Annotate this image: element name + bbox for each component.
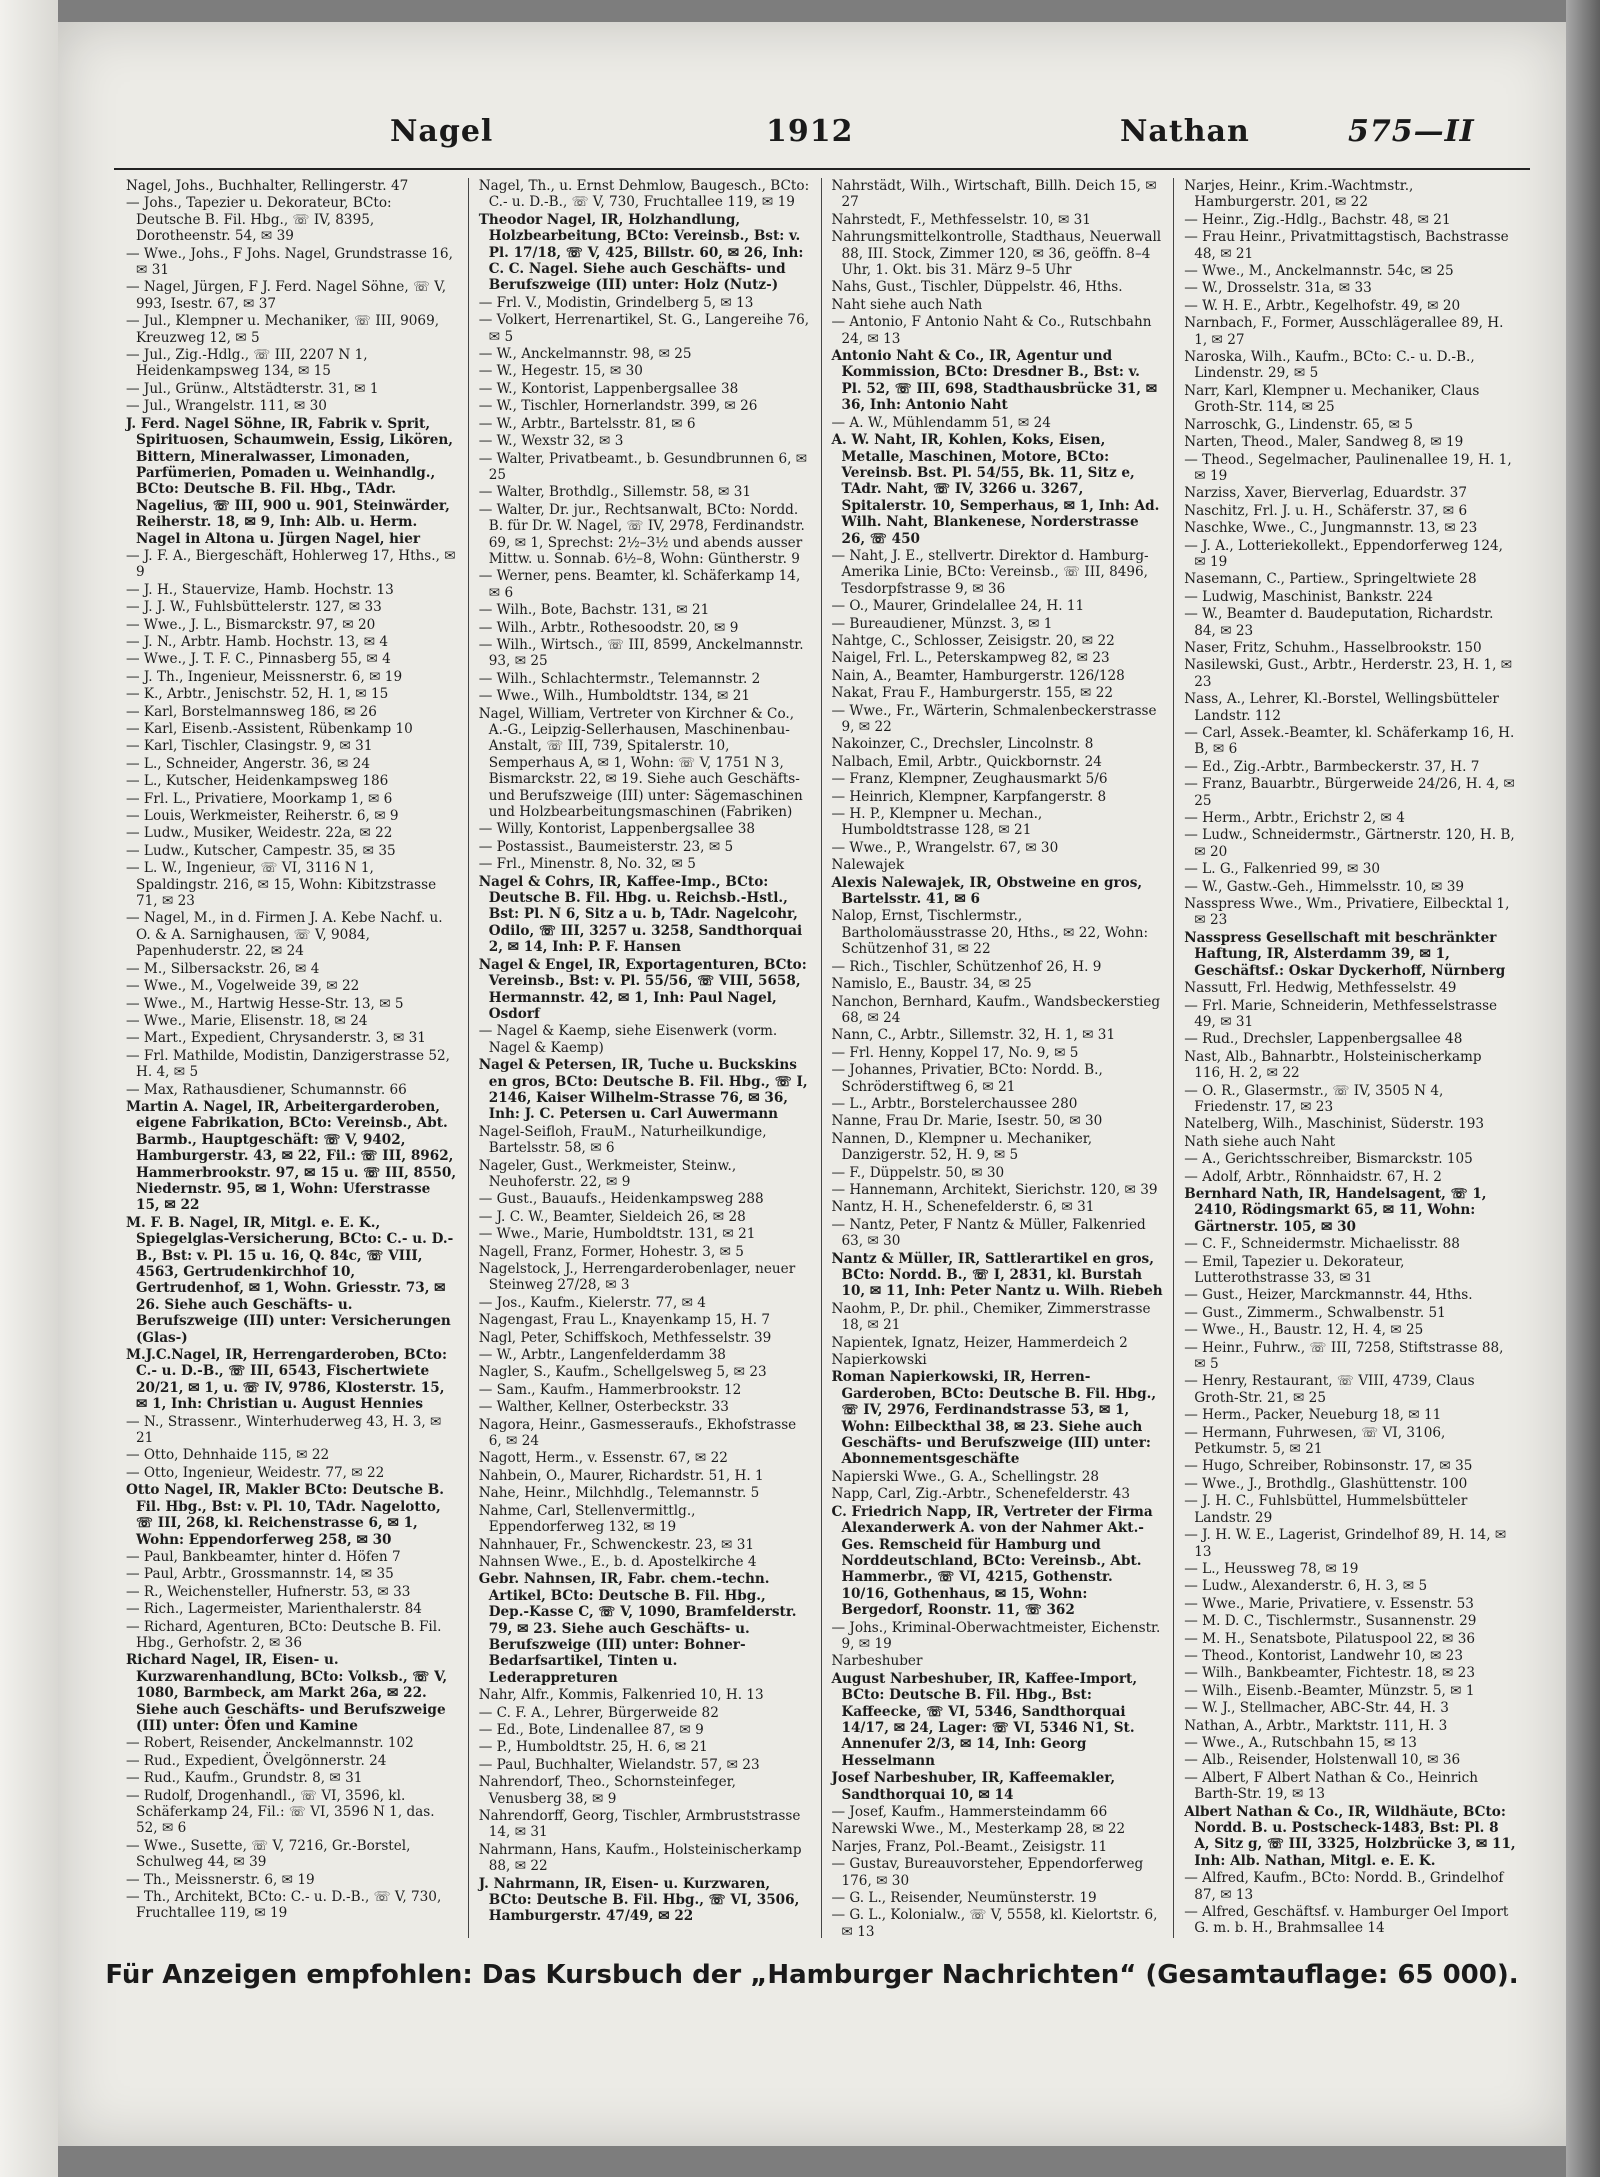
directory-entry: Nasspress Wwe., Wm., Privatiere, Eilbecktal 1, ✉ 23 — [1184, 896, 1510, 929]
directory-entry: Theodor Nagel, IR, Holzhandlung, Holzbearbeitung, BCto: Vereinsb., Bst: v. Pl. 17/18, ☏ V, 425, Billstr. 60, ✉ 26, Inh: C. C. Nagel. Siehe auch Geschäfts- und Berufszweige (III) unter: Holz (Nutz-) — [478, 211, 804, 294]
directory-entry: — J. H., Stauervize, Hamb. Hochstr. 13 — [126, 581, 394, 598]
directory-entry: — Herm., Arbtr., Erichstr 2, ✉ 4 — [1184, 810, 1405, 827]
directory-entry: — Wwe., J. L., Bismarckstr. 97, ✉ 20 — [126, 616, 376, 633]
directory-entry: Nahrstedt, F., Methfesselstr. 10, ✉ 31 — [831, 211, 1091, 228]
directory-entry: — N., Strassenr., Winterhuderweg 43, H. 3, ✉ 21 — [126, 1413, 442, 1447]
directory-entry: — Carl, Assek.-Beamter, kl. Schäferkamp 16, H. B, ✉ 6 — [1184, 725, 1515, 758]
directory-entry: Richard Nagel, IR, Eisen- u. Kurzwarenhandlung, BCto: Volksb., ☏ V, 1080, Barmbeck, am Markt 26a, ✉ 22. Siehe auch Geschäfts- und Berufszweige (III) unter: Öfen und Kamine — [126, 1652, 448, 1734]
directory-entry: Naigel, Frl. L., Peterskampweg 82, ✉ 23 — [831, 650, 1110, 667]
directory-entry: — Wwe., M., Vogelweide 39, ✉ 22 — [126, 978, 360, 995]
column-3 — [822, 178, 1175, 1938]
directory-entry: — Wwe., Johs., F Johs. Nagel, Grundstrasse 16, ✉ 31 — [126, 245, 453, 279]
directory-entry: — Rud., Expedient, Övelgönnerstr. 24 — [126, 1752, 387, 1769]
directory-entry: Albert Nathan & Co., IR, Wildhäute, BCto: Nordd. B. u. Postscheck-1483, Bst: Pl. 8 A, Sitz g, ☏ III, 3325, Holzbrücke 3, ✉ 11, Inh: Alb. Nathan, Mitgl. e. E. K. — [1184, 1803, 1516, 1869]
directory-entry: — Albert, F Albert Nathan & Co., Heinrich Barth-Str. 19, ✉ 13 — [1184, 1769, 1478, 1803]
directory-entry: Narjes, Heinr., Krim.-Wachtmstr., Hamburgerstr. 201, ✉ 22 — [1184, 178, 1414, 211]
directory-entry: Narjes, Franz, Pol.-Beamt., Zeisigstr. 11 — [831, 1838, 1108, 1855]
directory-entry: J. Nahrmann, IR, Eisen- u. Kurzwaren, BCto: Deutsche B. Fil. Hbg., ☏ VI, 3506, Hamburgerstr. 47/49, ✉ 22 — [478, 1875, 800, 1925]
directory-entry: Nasemann, C., Partiew., Springeltwiete 28 — [1184, 571, 1477, 588]
directory-entry: Nagel & Engel, IR, Exportagenturen, BCto: Vereinsb., Bst: v. Pl. 55/56, ☏ VIII, 5658, Hermannstr. 42, ✉ 1, Inh: Paul Nagel, Osdorf — [478, 956, 807, 1022]
directory-entry: — Jos., Kaufm., Kielerstr. 77, ✉ 4 — [478, 1294, 706, 1311]
directory-entry: — Ludw., Schneidermstr., Gärtnerstr. 120, H. B, ✉ 20 — [1184, 827, 1515, 860]
directory-entry: — Rudolf, Drogenhandl., ☏ VI, 3596, kl. Schäferkamp 24, Fil.: ☏ VI, 3596 N 1, das. 52, ✉ 6 — [126, 1787, 435, 1837]
directory-entry: — Jul., Zig.-Hdlg., ☏ III, 2207 N 1, Heidenkampsweg 134, ✉ 15 — [126, 347, 368, 380]
directory-entry: — Antonio, F Antonio Naht & Co., Rutschbahn 24, ✉ 13 — [831, 314, 1152, 347]
directory-entry: Alexis Nalewajek, IR, Obstweine en gros, Bartelsstr. 41, ✉ 6 — [831, 874, 1143, 908]
directory-entry: — K., Arbtr., Jenischstr. 52, H. 1, ✉ 15 — [126, 686, 389, 703]
directory-entry: — Wwe., M., Anckelmannstr. 54c, ✉ 25 — [1184, 263, 1454, 280]
directory-entry: Narnbach, F., Former, Ausschlägerallee 89, H. 1, ✉ 27 — [1184, 315, 1504, 348]
directory-entry: Nagl, Peter, Schiffskoch, Methfesselstr. 39 — [478, 1329, 772, 1346]
directory-entry: — Wwe., P., Wrangelstr. 67, ✉ 30 — [831, 839, 1059, 856]
directory-entry: Nagel & Petersen, IR, Tuche u. Buckskins en gros, BCto: Deutsche B. Fil. Hbg., ☏ I, 2146, Kaiser Wilhelm-Strasse 76, ✉ 36, Inh: J. C. Petersen u. Carl Auwermann — [478, 1057, 808, 1123]
directory-entry: Nahnsen Wwe., E., b. d. Apostelkirche 4 — [478, 1553, 757, 1570]
directory-entry: Nagengast, Frau L., Knayenkamp 15, H. 7 — [478, 1312, 771, 1329]
directory-entry: — Wilh., Bote, Bachstr. 131, ✉ 21 — [478, 602, 710, 619]
directory-entry: — Willy, Kontorist, Lappenbergsallee 38 — [478, 821, 756, 838]
directory-entry: — Jul., Grünw., Altstädterstr. 31, ✉ 1 — [126, 380, 379, 397]
directory-entry: — Paul, Bankbeamter, hinter d. Höfen 7 — [126, 1548, 401, 1565]
directory-entry: — Hugo, Schreiber, Robinsonstr. 17, ✉ 35 — [1184, 1458, 1473, 1475]
directory-entry: — Wwe., Susette, ☏ V, 7216, Gr.-Borstel, Schulweg 44, ✉ 39 — [126, 1837, 411, 1871]
directory-entry: — Frau Heinr., Privatmittagstisch, Bachstrasse 48, ✉ 21 — [1184, 229, 1509, 262]
directory-entry: Nagora, Heinr., Gasmesseraufs., Ekhofstrasse 6, ✉ 24 — [478, 1416, 797, 1450]
directory-entry: Nahe, Heinr., Milchhdlg., Telemannstr. 5 — [478, 1485, 760, 1502]
directory-entry: — Rich., Tischler, Schützenhof 26, H. 9 — [831, 958, 1102, 975]
directory-page — [58, 22, 1566, 2146]
directory-entry: Josef Narbeshuber, IR, Kaffeemakler, Sandthorquai 10, ✉ 14 — [831, 1770, 1116, 1803]
directory-entry: Narr, Karl, Klempner u. Mechaniker, Claus Groth-Str. 114, ✉ 25 — [1184, 382, 1480, 416]
directory-entry: Nahr, Alfr., Kommis, Falkenried 10, H. 13 — [478, 1687, 764, 1704]
directory-entry: Nantz & Müller, IR, Sattlerartikel en gros, BCto: Nordd. B., ☏ I, 2831, kl. Burstah 10, ✉ 11, Inh: Peter Nantz u. Wilh. Riebeh — [831, 1250, 1163, 1300]
directory-entry: — Max, Rathausdiener, Schumannstr. 66 — [126, 1081, 407, 1098]
column-4 — [1174, 178, 1526, 1938]
directory-entry: Nagel, Johs., Buchhalter, Rellingerstr. 47 — [126, 178, 409, 194]
directory-entry: Nalbach, Emil, Arbtr., Quickbornstr. 24 — [831, 753, 1102, 770]
directory-entry: Naroska, Wilh., Kaufm., BCto: C.- u. D.-B., Lindenstr. 29, ✉ 5 — [1184, 349, 1475, 382]
directory-entry: — Franz, Klempner, Zeughausmarkt 5/6 — [831, 771, 1108, 788]
directory-entry: — Heinrich, Klempner, Karpfangerstr. 8 — [831, 788, 1107, 805]
directory-entry: — Theod., Kontorist, Landwehr 10, ✉ 23 — [1184, 1647, 1463, 1664]
directory-entry: — C. F. A., Lehrer, Bürgerweide 82 — [478, 1704, 719, 1721]
directory-entry: Naser, Fritz, Schuhm., Hasselbrookstr. 150 — [1184, 639, 1482, 656]
directory-entry: — Ludw., Alexanderstr. 6, H. 3, ✉ 5 — [1184, 1578, 1428, 1595]
directory-entry: Nalop, Ernst, Tischlermstr., Bartholomäusstrasse 20, Hths., ✉ 22, Wohn: Schützenhof 31, ✉ 22 — [831, 908, 1149, 958]
directory-entry: — Otto, Dehnhaide 115, ✉ 22 — [126, 1447, 330, 1464]
directory-entry: — Rich., Lagermeister, Marienthalerstr. 84 — [126, 1601, 422, 1618]
directory-entry: — Johs., Kriminal-Oberwachtmeister, Eichenstr. 9, ✉ 19 — [831, 1619, 1161, 1652]
directory-entry: — W., Arbtr., Langenfelderdamm 38 — [478, 1347, 726, 1364]
directory-entry: Nageler, Gust., Werkmeister, Steinw., Neuhoferstr. 22, ✉ 9 — [478, 1157, 737, 1190]
directory-entry: — Paul, Buchhalter, Wielandstr. 57, ✉ 23 — [478, 1756, 760, 1773]
directory-entry: Napp, Carl, Zig.-Arbtr., Schenefelderstr. 43 — [831, 1486, 1130, 1503]
directory-entry: — Theod., Segelmacher, Paulinenallee 19, H. 1, ✉ 19 — [1184, 451, 1512, 484]
directory-entry: — Karl, Eisenb.-Assistent, Rübenkamp 10 — [126, 721, 413, 737]
directory-entry: Narziss, Xaver, Bierverlag, Eduardstr. 37 — [1184, 485, 1467, 502]
directory-entry: — M., Silbersackstr. 26, ✉ 4 — [126, 960, 320, 977]
directory-entry: Nagel-Seifloh, FrauM., Naturheilkundige, Bartelsstr. 58, ✉ 6 — [478, 1123, 767, 1157]
directory-entry: — Gust., Zimmerm., Schwalbenstr. 51 — [1184, 1304, 1446, 1321]
directory-entry: Nahme, Carl, Stellenvermittlg., Eppendorferweg 132, ✉ 19 — [478, 1502, 696, 1536]
directory-entry: — W., Drosselstr. 31a, ✉ 33 — [1184, 280, 1372, 297]
directory-entry: Naht siehe auch Nath — [831, 296, 983, 313]
directory-entry: — L., Arbtr., Borstelerchaussee 280 — [831, 1095, 1078, 1112]
directory-entry: Nahrendorf, Theo., Schornsteinfeger, Venusberg 38, ✉ 9 — [478, 1774, 737, 1807]
directory-entry: — L., Schneider, Angerstr. 36, ✉ 24 — [126, 755, 370, 772]
directory-entry: — Naht, J. E., stellvertr. Direktor d. Hamburg-Amerika Linie, BCto: Vereinsb., ☏ III, 8496, Tesdorpfstrasse 9, ✉ 36 — [831, 547, 1149, 597]
directory-entry: — W. H. E., Arbtr., Kegelhofstr. 49, ✉ 20 — [1184, 297, 1461, 314]
directory-entry: — Karl, Tischler, Clasingstr. 9, ✉ 31 — [126, 738, 373, 755]
directory-entry: — G. L., Kolonialw., ☏ V, 5558, kl. Kielortstr. 6, ✉ 13 — [831, 1907, 1158, 1938]
directory-entry: Nass, A., Lehrer, Kl.-Borstel, Wellingsbütteler Landstr. 112 — [1184, 691, 1499, 724]
directory-entry: Nahrendorff, Georg, Tischler, Armbruststrasse 14, ✉ 31 — [478, 1808, 801, 1841]
directory-entry: — Wwe., H., Baustr. 12, H. 4, ✉ 25 — [1184, 1322, 1424, 1339]
directory-entry: — Wilh., Schlachtermstr., Telemannstr. 2 — [478, 670, 761, 687]
directory-entry: — W., Beamter d. Baudeputation, Richardstr. 84, ✉ 23 — [1184, 606, 1494, 639]
directory-entry: — W., Tischler, Hornerlandstr. 399, ✉ 26 — [478, 398, 758, 415]
directory-entry: — Alfred, Kaufm., BCto: Nordd. B., Grindelhof 87, ✉ 13 — [1184, 1870, 1504, 1903]
directory-entry: Nahnhauer, Fr., Schwenckestr. 23, ✉ 31 — [478, 1536, 755, 1553]
directory-entry: — Hermann, Fuhrwesen, ☏ VI, 3106, Petkumstr. 5, ✉ 21 — [1184, 1424, 1446, 1458]
directory-entry: — Franz, Bauarbtr., Bürgerweide 24/26, H. 4, ✉ 25 — [1184, 776, 1515, 809]
directory-entry: Nagler, S., Kaufm., Schellgelsweg 5, ✉ 23 — [478, 1364, 767, 1381]
directory-entry: Nagelstock, J., Herrengarderobenlager, neuer Steinweg 27/28, ✉ 3 — [478, 1261, 796, 1294]
directory-entry: — M. D. C., Tischlermstr., Susannenstr. 29 — [1184, 1613, 1477, 1630]
directory-entry: — Frl. Henny, Koppel 17, No. 9, ✉ 5 — [831, 1044, 1079, 1061]
directory-entry: Nast, Alb., Bahnarbtr., Holsteinischerkamp 116, H. 2, ✉ 22 — [1184, 1048, 1482, 1082]
directory-entry: Nalewajek — [831, 857, 905, 874]
directory-entry: — L., Kutscher, Heidenkampsweg 186 — [126, 773, 389, 790]
directory-entry: M. F. B. Nagel, IR, Mitgl. e. E. K., Spiegelglas-Versicherung, BCto: C.- u. D.-B., Bst: v. Pl. 15 u. 16, Q. 84c, ☏ VIII, 4563, Gertrudenkirchhof 10, Gertrudenhof, ✉ 1, Wohn. Griesstr. 73, ✉ 26. Siehe auch Geschäfts- u. Berufszweige (III) unter: Versicherungen (Glas-) — [126, 1214, 454, 1346]
directory-entry: — J. F. A., Biergeschäft, Hohlerweg 17, Hths., ✉ 9 — [126, 547, 456, 581]
directory-entry: — Wilh., Bankbeamter, Fichtestr. 18, ✉ 23 — [1184, 1665, 1475, 1682]
directory-entry: Napierkowski — [831, 1352, 927, 1369]
directory-entry: — Wwe., Fr., Wärterin, Schmalenbeckerstrasse 9, ✉ 22 — [831, 702, 1157, 735]
directory-entry: — Heinr., Fuhrw., ☏ III, 7258, Stiftstrasse 88, ✉ 5 — [1184, 1339, 1504, 1373]
directory-entry: Antonio Naht & Co., IR, Agentur und Kommission, BCto: Dresdner B., Bst: v. Pl. 52, ☏ III, 698, Stadthausbrücke 31, ✉ 36, Inh: Antonio Naht — [831, 348, 1158, 414]
header-rule — [114, 168, 1530, 170]
directory-entry: — Gust., Bauaufs., Heidenkampsweg 288 — [478, 1191, 764, 1208]
directory-entry: Nanchon, Bernhard, Kaufm., Wandsbeckerstieg 68, ✉ 24 — [831, 993, 1161, 1026]
directory-entry: — Wwe., A., Rutschbahn 15, ✉ 13 — [1184, 1734, 1417, 1751]
header-year: 1912 — [766, 114, 854, 149]
directory-entry: — Ed., Zig.-Arbtr., Barmbeckerstr. 37, H. 7 — [1184, 758, 1480, 775]
directory-entry: — W., Kontorist, Lappenbergsallee 38 — [478, 380, 739, 397]
directory-entry: — Hannemann, Architekt, Sierichstr. 120, ✉ 39 — [831, 1181, 1158, 1198]
directory-entry: Roman Napierkowski, IR, Herren-Garderoben, BCto: Deutsche B. Fil. Hbg., ☏ IV, 2976, Ferdinandstrasse 53, ✉ 1, Wohn: Eilbeckthal 38, ✉ 23. Siehe auch Geschäfts- und Berufszweige (III) unter: Abonnementsgeschäfte — [831, 1369, 1157, 1468]
directory-entry: Gebr. Nahnsen, IR, Fabr. chem.-techn. Artikel, BCto: Deutsche B. Fil. Hbg., Dep.-Kasse C, ☏ V, 1090, Bramfelderstr. 79, ✉ 23. Siehe auch Geschäfts- u. Berufszweige (III) unter: Bohner-Bedarfsartikel, Tinten u. Lederappreturen — [478, 1571, 797, 1686]
directory-entry: — Jul., Klempner u. Mechaniker, ☏ III, 9069, Kreuzweg 12, ✉ 5 — [126, 313, 440, 346]
directory-entry: — Wwe., M., Hartwig Hesse-Str. 13, ✉ 5 — [126, 995, 404, 1012]
directory-entry: — Jul., Wrangelstr. 111, ✉ 30 — [126, 398, 327, 415]
directory-entry: — Wwe., J., Brothdlg., Glashüttenstr. 100 — [1184, 1475, 1468, 1492]
directory-entry: — P., Humboldtstr. 25, H. 6, ✉ 21 — [478, 1739, 708, 1756]
directory-entry: Natelberg, Wilh., Maschinist, Süderstr. 193 — [1184, 1116, 1485, 1133]
directory-entry: Nahtge, C., Schlosser, Zeisigstr. 20, ✉ 22 — [831, 632, 1115, 649]
directory-entry: — J. J. W., Fuhlsbüttelerstr. 127, ✉ 33 — [126, 599, 382, 616]
directory-entry: — C. F., Schneidermstr. Michaelisstr. 88 — [1184, 1236, 1460, 1253]
directory-entry: — Wwe., Marie, Elisenstr. 18, ✉ 24 — [126, 1012, 368, 1029]
directory-entry: — Sam., Kaufm., Hammerbrookstr. 12 — [478, 1381, 742, 1398]
directory-entry: — F., Düppelstr. 50, ✉ 30 — [831, 1164, 1005, 1181]
directory-entry: — L. G., Falkenried 99, ✉ 30 — [1184, 861, 1381, 878]
directory-entry: Nantz, H. H., Schenefelderstr. 6, ✉ 31 — [831, 1199, 1095, 1216]
directory-entry: — Volkert, Herrenartikel, St. G., Langereihe 76, ✉ 5 — [478, 312, 810, 345]
directory-entry: — L., Heussweg 78, ✉ 19 — [1184, 1560, 1359, 1577]
directory-entry: Nagel, William, Vertreter von Kirchner & Co., A.-G., Leipzig-Sellerhausen, Maschinenbau-Anstalt, ☏ III, 739, Spitalerstr. 10, Semperhaus A, ✉ 1, Wohn: ☏ V, 1751 N 3, Bismarckstr. 22, ✉ 19. Siehe auch Geschäfts- und Berufszweige (III) unter: Sägemaschinen und Holzbearbeitungsmaschinen (Fabriken) — [478, 705, 803, 821]
directory-entry: — O., Maurer, Grindelallee 24, H. 11 — [831, 598, 1085, 615]
directory-entry: August Narbeshuber, IR, Kaffee-Import, BCto: Deutsche B. Fil. Hbg., Bst: Kaffeecke, ☏ VI, 5346, Sandthorquai 14/17, ✉ 24, Lager: ☏ VI, 5346 N1, St. Annenufer 2/3, ✉ 14, Inh: Georg Hesselmann — [831, 1670, 1138, 1769]
directory-entry: Nann, C., Arbtr., Sillemstr. 32, H. 1, ✉ 31 — [831, 1027, 1116, 1044]
directory-entry: M.J.C.Nagel, IR, Herrengarderoben, BCto: C.- u. D.-B., ☏ III, 6543, Fischertwiete 20/21, ✉ 1, u. ☏ IV, 9786, Klosterstr. 15, ✉ 1, Inh: Christian u. August Hennies — [126, 1347, 447, 1413]
directory-entry: — Otto, Ingenieur, Weidestr. 77, ✉ 22 — [126, 1464, 385, 1481]
directory-entry: — Louis, Werkmeister, Reiherstr. 6, ✉ 9 — [126, 808, 399, 825]
directory-entry: — Frl. L., Privatiere, Moorkamp 1, ✉ 6 — [126, 790, 393, 807]
directory-entry: — W., Anckelmannstr. 98, ✉ 25 — [478, 346, 692, 363]
directory-entry: Nassutt, Frl. Hedwig, Methfesselstr. 49 — [1184, 980, 1457, 997]
advertisement-footer: Für Anzeigen empfohlen: Das Kursbuch der „Hamburger Nachrichten“ (Gesamtauflage: 65 000). — [105, 1960, 1519, 1990]
directory-entry: — Werner, pens. Beamter, kl. Schäferkamp 14, ✉ 6 — [478, 568, 801, 601]
directory-entry: Otto Nagel, IR, Makler BCto: Deutsche B. Fil. Hbg., Bst: v. Pl. 10, TAdr. Nagelotto, ☏ III, 268, kl. Reichenstrasse 6, ✉ 1, Wohn: Eppendorferweg 258, ✉ 30 — [126, 1482, 444, 1548]
directory-entry: — Frl. Mathilde, Modistin, Danzigerstrasse 52, H. 4, ✉ 5 — [126, 1047, 450, 1081]
directory-entry: — J. N., Arbtr. Hamb. Hochstr. 13, ✉ 4 — [126, 633, 389, 650]
directory-entry: — Henry, Restaurant, ☏ VIII, 4739, Claus Groth-Str. 21, ✉ 25 — [1184, 1373, 1475, 1406]
scan-right-margin — [1566, 0, 1600, 2177]
directory-entry: — A. W., Mühlendamm 51, ✉ 24 — [831, 414, 1051, 431]
directory-entry: — Herm., Packer, Neueburg 18, ✉ 11 — [1184, 1407, 1442, 1424]
directory-entry: — Wwe., Marie, Humboldtstr. 131, ✉ 21 — [478, 1226, 756, 1243]
directory-entry: Nahrungsmittelkontrolle, Stadthaus, Neuerwall 88, III. Stock, Zimmer 120, ✉ 36, geöffn. 8–4 Uhr, 1. Okt. bis 31. März 9–5 Uhr — [831, 229, 1162, 279]
directory-entry: — Alfred, Geschäftsf. v. Hamburger Oel Import G. m. b. H., Brahmsallee 14 — [1184, 1904, 1509, 1937]
directory-entry: — Walter, Privatbeamt., b. Gesundbrunnen 6, ✉ 25 — [478, 450, 808, 483]
directory-entry: — R., Weichensteller, Hufnerstr. 53, ✉ 33 — [126, 1583, 411, 1600]
directory-entry: — Th., Meissnerstr. 6, ✉ 19 — [126, 1871, 315, 1888]
directory-entry: Nagel, Th., u. Ernst Dehmlow, Baugesch., BCto: C.- u. D.-B., ☏ V, 730, Fruchtallee 119, ✉ 19 — [478, 178, 810, 211]
directory-entry: — Walter, Brothdlg., Sillemstr. 58, ✉ 31 — [478, 484, 751, 501]
page-header — [58, 114, 1566, 160]
directory-entry: — Heinr., Zig.-Hdlg., Bachstr. 48, ✉ 21 — [1184, 211, 1451, 228]
directory-entry: A. W. Naht, IR, Kohlen, Koks, Eisen, Metalle, Maschinen, Motore, BCto: Vereinsb. Bst. Pl. 54/55, Bk. 11, Sitz e, TAdr. Naht, ☏ IV, 3266 u. 3267, Spitalerstr. 10, Semperhaus, ✉ 1, Inh: Ad. Wilh. Naht, Blankenese, Norderstrasse 26, ☏ 450 — [831, 432, 1160, 547]
directory-entry: Napientek, Ignatz, Heizer, Hammerdeich 2 — [831, 1334, 1128, 1351]
directory-entry: Narten, Theod., Maler, Sandweg 8, ✉ 19 — [1184, 434, 1464, 451]
directory-entry: — Gustav, Bureauvorsteher, Eppendorferweg 176, ✉ 30 — [831, 1856, 1144, 1889]
directory-entry: — Nagel, Jürgen, F J. Ferd. Nagel Söhne, ☏ V, 993, Isestr. 67, ✉ 37 — [126, 279, 447, 312]
directory-entry: — Johs., Tapezier u. Dekorateur, BCto: Deutsche B. Fil. Hbg., ☏ IV, 8395, Dorotheenstr. 54, ✉ 39 — [126, 195, 392, 245]
directory-entry: — O. R., Glasermstr., ☏ IV, 3505 N 4, Friedenstr. 17, ✉ 23 — [1184, 1082, 1444, 1115]
directory-entry: — Postassist., Baumeisterstr. 23, ✉ 5 — [478, 838, 734, 855]
directory-entry: — Ludw., Musiker, Weidestr. 22a, ✉ 22 — [126, 825, 393, 842]
directory-entry: — W., Hegestr. 15, ✉ 30 — [478, 363, 643, 380]
directory-entry: — Alb., Reisender, Holstenwall 10, ✉ 36 — [1184, 1752, 1461, 1769]
directory-entry: — Robert, Reisender, Anckelmannstr. 102 — [126, 1735, 414, 1752]
directory-entry: — L. W., Ingenieur, ☏ VI, 3116 N 1, Spaldingstr. 216, ✉ 15, Wohn: Kibitzstrasse 71, ✉ 23 — [126, 860, 437, 910]
directory-entry: Narroschk, G., Lindenstr. 65, ✉ 5 — [1184, 416, 1414, 433]
directory-entry: — Walther, Kellner, Osterbeckstr. 33 — [478, 1399, 729, 1416]
directory-entry: — Nantz, Peter, F Nantz & Müller, Falkenried 63, ✉ 30 — [831, 1216, 1146, 1250]
header-right-keyword: Nathan — [1120, 114, 1250, 149]
directory-entry: J. Ferd. Nagel Söhne, IR, Fabrik v. Sprit, Spirituosen, Schaumwein, Essig, Likören, Bittern, Mineralwasser, Limonaden, Parfümerien, Pomaden u. Weinhandlg., BCto: Deutsche B. Fil. Hbg., TAdr. Nagelius, ☏ III, 900 u. 901, Steinwärder, Reiherstr. 18, ✉ 9, Inh: Alb. u. Herm. Nagel in Altona u. Jürgen Nagel, hier — [126, 415, 454, 547]
directory-entry: — Gust., Heizer, Marckmannstr. 44, Hths. — [1184, 1287, 1473, 1304]
directory-entry: — Frl. V., Modistin, Grindelberg 5, ✉ 13 — [478, 294, 754, 311]
directory-entry: — Wilh., Wirtsch., ☏ III, 8599, Anckelmannstr. 93, ✉ 25 — [478, 636, 804, 670]
directory-entry: — Ludw., Kutscher, Campestr. 35, ✉ 35 — [126, 842, 396, 859]
directory-entry: Nathan, A., Arbtr., Marktstr. 111, H. 3 — [1184, 1717, 1448, 1734]
directory-columns — [116, 178, 1526, 1938]
directory-entry: — Frl., Minenstr. 8, No. 32, ✉ 5 — [478, 856, 696, 873]
column-2 — [469, 178, 822, 1938]
directory-entry: — Frl. Marie, Schneiderin, Methfesselstrasse 49, ✉ 31 — [1184, 997, 1498, 1030]
directory-entry: — Johannes, Privatier, BCto: Nordd. B., Schröderstiftweg 6, ✉ 21 — [831, 1062, 1103, 1095]
directory-entry: — Walter, Dr. jur., Rechtsanwalt, BCto: Nordd. B. für Dr. W. Nagel, ☏ IV, 2978, Ferdinandstr. 69, ✉ 1, Sprechst: 2½–3½ und abends ausser Mittw. u. Sonnab. 6½–8, Wohn: Güntherstr. 9 — [478, 501, 805, 567]
directory-entry: — Wwe., Wilh., Humboldtstr. 134, ✉ 21 — [478, 688, 751, 705]
directory-entry: — Richard, Agenturen, BCto: Deutsche B. Fil. Hbg., Gerhofstr. 2, ✉ 36 — [126, 1618, 442, 1651]
directory-entry: — M. H., Senatsbote, Pilatuspool 22, ✉ 36 — [1184, 1630, 1476, 1647]
directory-entry: Nakat, Frau F., Hamburgerstr. 155, ✉ 22 — [831, 685, 1114, 702]
directory-entry: — H. P., Klempner u. Mechan., Humboldtstrasse 128, ✉ 21 — [831, 806, 1043, 839]
directory-entry: Nahrstädt, Wilh., Wirtschaft, Billh. Deich 15, ✉ 27 — [831, 178, 1157, 211]
directory-entry: Nahrmann, Hans, Kaufm., Holsteinischerkamp 88, ✉ 22 — [478, 1841, 802, 1875]
directory-entry: — Paul, Arbtr., Grossmannstr. 14, ✉ 35 — [126, 1566, 394, 1583]
directory-entry: — Karl, Borstelmannsweg 186, ✉ 26 — [126, 703, 377, 720]
page-number: 575—II — [1348, 114, 1475, 149]
directory-entry: — Wwe., Marie, Privatiere, v. Essenstr. 53 — [1184, 1595, 1474, 1612]
directory-entry: — J. H. C., Fuhlsbüttel, Hummelsbütteler Landstr. 29 — [1184, 1493, 1468, 1526]
directory-entry: Nagott, Herm., v. Essenstr. 67, ✉ 22 — [478, 1450, 728, 1467]
directory-entry: — W., Gastw.-Geh., Himmelsstr. 10, ✉ 39 — [1184, 878, 1465, 895]
directory-entry: — Ludwig, Maschinist, Bankstr. 224 — [1184, 588, 1433, 605]
directory-entry: Nagel & Cohrs, IR, Kaffee-Imp., BCto: Deutsche B. Fil. Hbg. u. Reichsb.-Hstl., Bst: Pl. N 6, Sitz a u. b, TAdr. Nagelcohr, Odilo, ☏ III, 3257 u. 3258, Sandthorquai 2, ✉ 14, Inh: P. F. Hansen — [478, 873, 803, 956]
header-left-keyword: Nagel — [390, 114, 494, 149]
directory-entry: — Wwe., J. T. F. C., Pinnasberg 55, ✉ 4 — [126, 651, 391, 668]
directory-entry: Nath siehe auch Naht — [1184, 1133, 1336, 1150]
directory-entry: Napierski Wwe., G. A., Schellingstr. 28 — [831, 1468, 1099, 1485]
directory-entry: Namislo, E., Baustr. 34, ✉ 25 — [831, 976, 1032, 993]
directory-entry: Narbeshuber — [831, 1653, 923, 1670]
directory-entry: Nannen, D., Klempner u. Mechaniker, Danzigerstr. 52, H. 9, ✉ 5 — [831, 1130, 1093, 1164]
directory-entry: Naohm, P., Dr. phil., Chemiker, Zimmerstrasse 18, ✉ 21 — [831, 1300, 1151, 1334]
directory-entry: Nakoinzer, C., Drechsler, Lincolnstr. 8 — [831, 736, 1094, 753]
directory-entry: — Mart., Expedient, Chrysanderstr. 3, ✉ 31 — [126, 1030, 426, 1047]
directory-entry: Nanne, Frau Dr. Marie, Isestr. 50, ✉ 30 — [831, 1113, 1103, 1130]
directory-entry: — J. Th., Ingenieur, Meissnerstr. 6, ✉ 19 — [126, 668, 403, 685]
directory-entry: — Emil, Tapezier u. Dekorateur, Lutterothstrasse 33, ✉ 31 — [1184, 1253, 1405, 1286]
directory-entry: — W., Wexstr 32, ✉ 3 — [478, 433, 624, 450]
directory-entry: — Adolf, Arbtr., Rönnhaidstr. 67, H. 2 — [1184, 1168, 1442, 1185]
scan-left-margin — [0, 0, 58, 2177]
directory-entry: Bernhard Nath, IR, Handelsagent, ☏ 1, 2410, Rödingsmarkt 65, ✉ 11, Wohn: Gärtnerstr. 105, ✉ 30 — [1184, 1185, 1487, 1235]
directory-entry: — Rud., Drechsler, Lappenbergsallee 48 — [1184, 1031, 1463, 1048]
directory-entry: — A., Gerichtsschreiber, Bismarckstr. 105 — [1184, 1151, 1473, 1168]
directory-entry: Nagell, Franz, Former, Hohestr. 3, ✉ 5 — [478, 1243, 744, 1260]
directory-entry: — G. L., Reisender, Neumünsterstr. 19 — [831, 1890, 1097, 1907]
directory-entry: — Wilh., Arbtr., Rothesoodstr. 20, ✉ 9 — [478, 619, 739, 636]
column-1 — [116, 178, 469, 1938]
directory-entry: Naschke, Wwe., C., Jungmannstr. 13, ✉ 23 — [1184, 520, 1478, 537]
directory-entry: Nain, A., Beamter, Hamburgerstr. 126/128 — [831, 667, 1125, 684]
directory-entry: C. Friedrich Napp, IR, Vertreter der Firma Alexanderwerk A. von der Nahmer Akt.-Ges. Remscheid für Hamburg und Norddeutschland, BCto: Vereinsb., Abt. Hammerbr., ☏ VI, 4215, Gothenstr. 10/16, Gothenhaus, ✉ 15, Wohn: Bergedorf, Roonstr. 11, ☏ 362 — [831, 1503, 1153, 1619]
directory-entry: — Rud., Kaufm., Grundstr. 8, ✉ 31 — [126, 1770, 363, 1787]
directory-entry: — J. A., Lotteriekollekt., Eppendorferweg 124, ✉ 19 — [1184, 537, 1503, 570]
directory-entry: Nasspress Gesellschaft mit beschränkter Haftung, IR, Alsterdamm 39, ✉ 1, Geschäftsf.: Oskar Dyckerhoff, Nürnberg — [1184, 929, 1506, 979]
directory-entry: Martin A. Nagel, IR, Arbeitergarderoben, eigene Fabrikation, BCto: Vereinsb., Abt. Barmb., Hauptgeschäft: ☏ V, 9402, Hamburgerstr. 43, ✉ 22, Fil.: ☏ III, 8962, Hammerbrookstr. 97, ✉ 15 u. ☏ III, 8550, Niedernstr. 95, ✉ 1, Wohn: Uferstrasse 15, ✉ 22 — [126, 1098, 457, 1214]
directory-entry: — J. C. W., Beamter, Sieldeich 26, ✉ 28 — [478, 1208, 746, 1225]
directory-entry: — Wilh., Eisenb.-Beamter, Münzstr. 5, ✉ 1 — [1184, 1682, 1475, 1699]
directory-entry: — J. H. W. E., Lagerist, Grindelhof 89, H. 14, ✉ 13 — [1184, 1527, 1507, 1560]
directory-entry: — Josef, Kaufm., Hammersteindamm 66 — [831, 1804, 1108, 1820]
directory-entry: — Bureaudiener, Münzst. 3, ✉ 1 — [831, 615, 1053, 632]
directory-entry: — Th., Architekt, BCto: C.- u. D.-B., ☏ V, 730, Fruchtallee 119, ✉ 19 — [126, 1889, 442, 1922]
directory-entry: Nahbein, O., Maurer, Richardstr. 51, H. 1 — [478, 1467, 764, 1484]
directory-entry: Naschitz, Frl. J. u. H., Schäferstr. 37, ✉ 6 — [1184, 502, 1468, 519]
directory-entry: Nasilewski, Gust., Arbtr., Herderstr. 23, H. 1, ✉ 23 — [1184, 657, 1513, 690]
directory-entry: Narewski Wwe., M., Mesterkamp 28, ✉ 22 — [831, 1821, 1126, 1838]
directory-entry: — Nagel, M., in d. Firmen J. A. Kebe Nachf. u. O. & A. Sarnighausen, ☏ V, 9084, Papenhuderstr. 22, ✉ 24 — [126, 910, 443, 960]
directory-entry: — W., Arbtr., Bartelsstr. 81, ✉ 6 — [478, 415, 696, 432]
directory-entry: — Nagel & Kaemp, siehe Eisenwerk (vorm. Nagel & Kaemp) — [478, 1023, 778, 1056]
directory-entry: Nahs, Gust., Tischler, Düppelstr. 46, Hths. — [831, 279, 1123, 296]
directory-entry: — W. J., Stellmacher, ABC-Str. 44, H. 3 — [1184, 1700, 1449, 1717]
directory-entry: — Ed., Bote, Lindenallee 87, ✉ 9 — [478, 1721, 704, 1738]
